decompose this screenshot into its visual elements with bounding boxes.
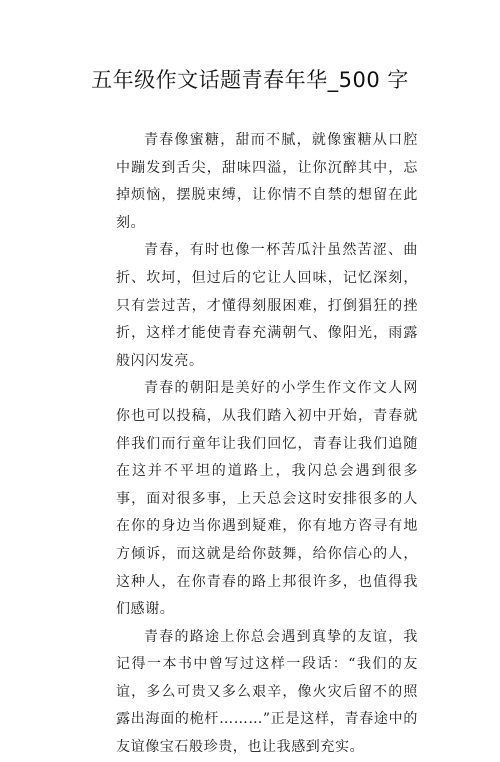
paragraph-3: 青春的朝阳是美好的小学生作文作文人网你也可以投稿，从我们踏入初中开始，青春就伴我们而行童年让我们回忆，青春让我们追随在这并不平坦的道路上，我闪总会遇到很多事，面对很多事，上天总会这时安排很多的人在你的身边当你遇到疑难，你有地方咨寻有地方倾诉，而这就是给你鼓舞，给你信心的人，这种人，在你青春的路上邦很许多，也值得我们感谢。	[116, 380, 418, 618]
document-body	[116, 127, 418, 762]
paragraph-2: 青春，有时也像一杯苦瓜汁虽然苦涩、曲折、坎坷，但过后的它让人回味，记忆深刻，只有尝过苦，才懂得刻服困难，打倒猖狂的挫折，这样才能使青春充满朝气、像阳光，雨露般闪闪发亮。	[116, 242, 418, 369]
document-title: 五年级作文话题青春年华_500 字	[91, 68, 409, 92]
paragraph-4: 青春的路途上你总会遇到真挚的友谊，我记得一本书中曾写过这样一段话：“我们的友谊，多么可贵又多么艰辛，像火灾后留不的照露出海面的桅杆………”正是这样，青春途中的友谊像宝石般珍贵，也让我感到充实。	[116, 628, 418, 756]
paragraph-1: 青春像蜜糖，甜而不腻，就像蜜糖从口腔中蹦发到舌尖，甜味四溢，让你沉醉其中，忘掉烦恼，摆脱束缚，让你情不自禁的想留在此刻。	[116, 132, 418, 231]
